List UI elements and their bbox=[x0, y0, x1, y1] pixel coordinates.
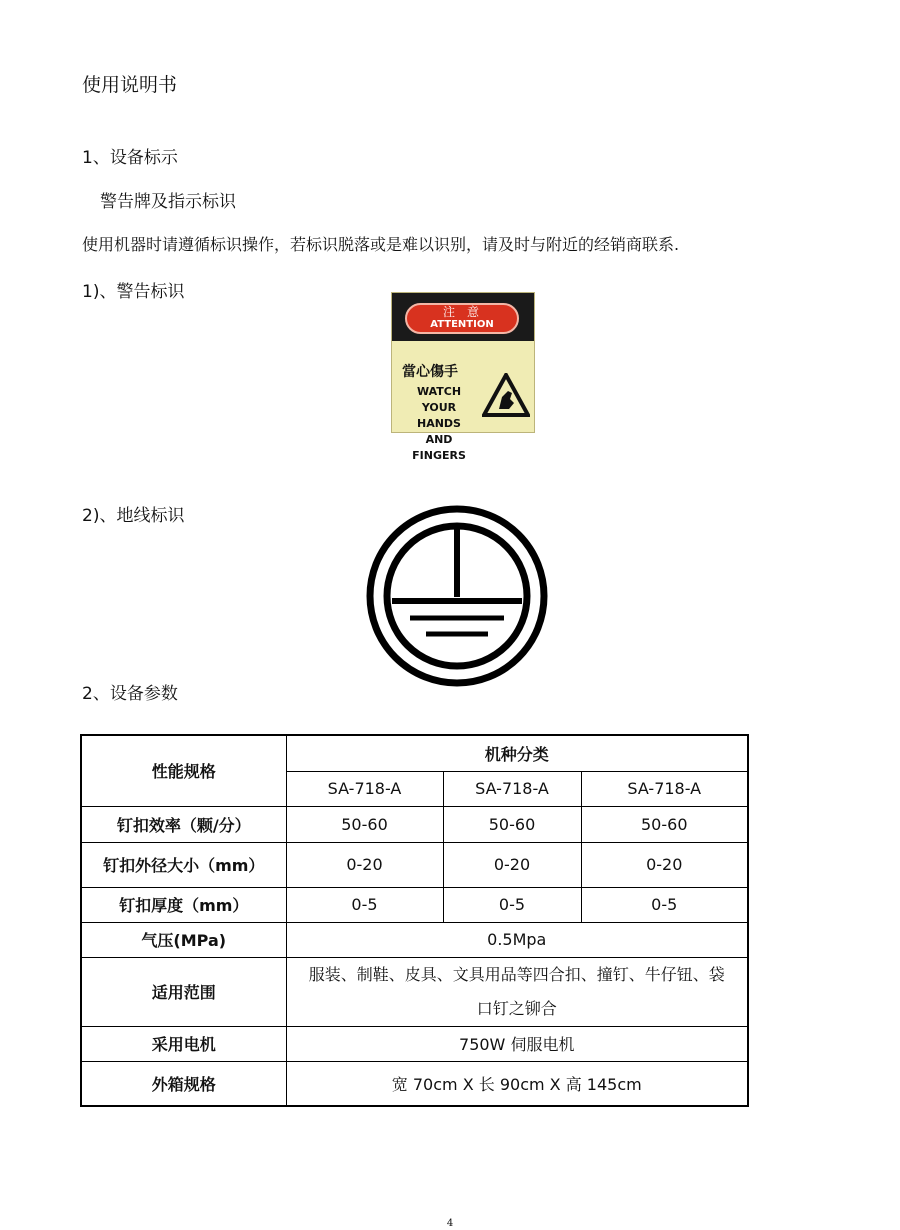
instruction-paragraph: 使用机器时请遵循标识操作，若标识脱落或是难以识别，请及时与附近的经销商联系. bbox=[82, 235, 680, 254]
value-cell: 0-20 bbox=[581, 842, 748, 887]
value-cell: 宽 70cm X 长 90cm X 高 145cm bbox=[286, 1061, 748, 1106]
warning-sign-header-en: ATTENTION bbox=[430, 319, 494, 330]
scope-line: 服装、制鞋、皮具、文具用品等四合扣、撞钉、牛仔钮、袋 bbox=[308, 964, 725, 984]
value-cell: 0-5 bbox=[286, 887, 443, 922]
model-cell: SA-718-A bbox=[443, 771, 581, 806]
warning-sign-body-en bbox=[398, 384, 480, 464]
scope-line: 口钉之铆合 bbox=[476, 998, 557, 1018]
row-label: 适用范围 bbox=[81, 957, 286, 1026]
value-cell: 0-5 bbox=[581, 887, 748, 922]
value-cell: 0-20 bbox=[286, 842, 443, 887]
value-cell: 50-60 bbox=[286, 806, 443, 842]
table-row bbox=[81, 1061, 748, 1106]
row-label: 钉扣效率（颗/分） bbox=[81, 806, 286, 842]
row-label: 气压(MPa) bbox=[81, 922, 286, 957]
warning-sign-header-band bbox=[392, 293, 534, 341]
protective-earth-icon bbox=[366, 505, 548, 687]
warning-sign-pill bbox=[405, 303, 519, 334]
value-cell: 50-60 bbox=[443, 806, 581, 842]
model-cell: SA-718-A bbox=[286, 771, 443, 806]
header-performance: 性能规格 bbox=[81, 735, 286, 806]
item-ground-mark: 2)、地线标识 bbox=[82, 506, 185, 526]
section-heading-parameters: 2、设备参数 bbox=[82, 684, 178, 704]
table-row bbox=[81, 957, 748, 1026]
warning-sign-line: AND FINGERS bbox=[412, 433, 466, 462]
value-cell: 0-5 bbox=[443, 887, 581, 922]
warning-sign-body-cn: 當心傷手 bbox=[402, 364, 458, 380]
table-row bbox=[81, 806, 748, 842]
table-row bbox=[81, 887, 748, 922]
row-label: 钉扣外径大小（mm） bbox=[81, 842, 286, 887]
row-label: 外箱规格 bbox=[81, 1061, 286, 1106]
page-number: 4 bbox=[446, 1218, 454, 1229]
table-row bbox=[81, 842, 748, 887]
header-model-category: 机种分类 bbox=[286, 735, 748, 771]
row-label: 钉扣厚度（mm） bbox=[81, 887, 286, 922]
table-row bbox=[81, 922, 748, 957]
value-cell: 50-60 bbox=[581, 806, 748, 842]
subheading-warning-signs: 警告牌及指示标识 bbox=[100, 192, 236, 212]
document-title: 使用说明书 bbox=[82, 74, 178, 96]
scope-cell bbox=[286, 957, 748, 1026]
section-heading-equipment-marks: 1、设备标示 bbox=[82, 148, 178, 168]
model-cell: SA-718-A bbox=[581, 771, 748, 806]
table-row bbox=[81, 1026, 748, 1061]
value-cell: 0-20 bbox=[443, 842, 581, 887]
item-warning-mark: 1)、警告标识 bbox=[82, 282, 185, 302]
warning-sign-line: HANDS bbox=[417, 417, 461, 430]
hand-hazard-icon bbox=[482, 373, 530, 417]
warning-sign-line: WATCH YOUR bbox=[416, 385, 462, 414]
spec-table bbox=[80, 734, 749, 1107]
value-cell: 0.5Mpa bbox=[286, 922, 748, 957]
row-label: 采用电机 bbox=[81, 1026, 286, 1061]
warning-sign bbox=[391, 292, 535, 462]
value-cell: 750W 伺服电机 bbox=[286, 1026, 748, 1061]
warning-sign-header-cn: 注意 bbox=[442, 305, 491, 319]
